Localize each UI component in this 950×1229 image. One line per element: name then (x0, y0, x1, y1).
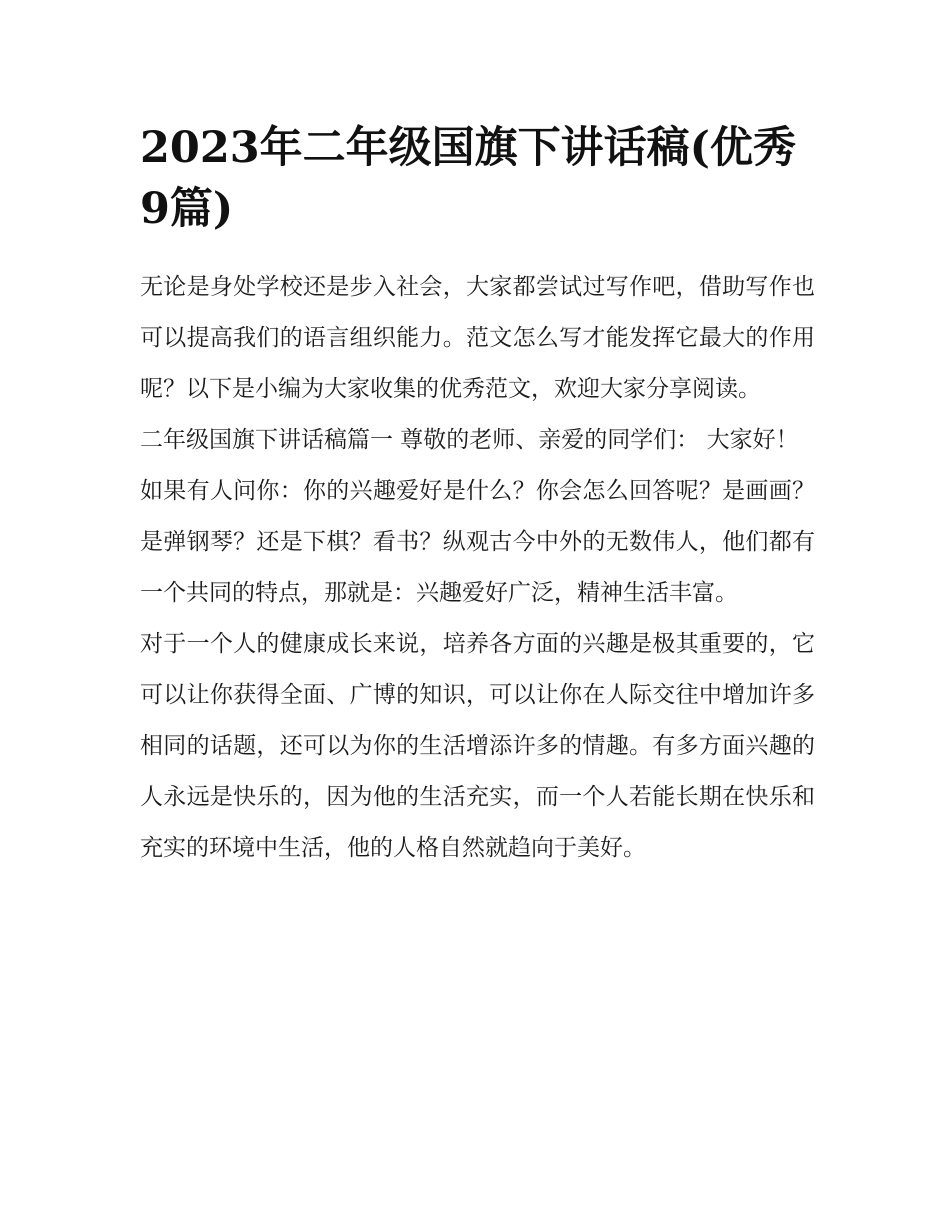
document-body (140, 262, 815, 874)
section-heading-paragraph: 二年级国旗下讲话稿篇一 尊敬的老师、亲爱的同学们： 大家好！ (140, 427, 799, 453)
interest-importance-paragraph: 对于一个人的健康成长来说，培养各方面的兴趣是极其重要的，它可以让你获得全面、广博的知识，可以让你在人际交往中增加许多相同的话题，还可以为你的生活增添许多的情趣。有多方面兴趣的人永远是快乐的，因为他的生活充实，而一个人若能长期在快乐和充实的环境中生活，他的人格自然就趋向于美好。 (140, 631, 815, 861)
document-title: 2023年二年级国旗下讲话稿(优秀9篇) (140, 123, 797, 234)
document-content (140, 118, 815, 874)
intro-paragraph: 无论是身处学校还是步入社会，大家都尝试过写作吧，借助写作也可以提高我们的语言组织能力。范文怎么写才能发挥它最大的作用呢？以下是小编为大家收集的优秀范文，欢迎大家分享阅读。 (140, 274, 815, 402)
hobby-question-paragraph: 如果有人问你：你的兴趣爱好是什么？你会怎么回答呢？是画画？是弹钢琴？还是下棋？看书？纵观古今中外的无数伟人，他们都有一个共同的特点，那就是：兴趣爱好广泛，精神生活丰富。 (140, 478, 815, 606)
